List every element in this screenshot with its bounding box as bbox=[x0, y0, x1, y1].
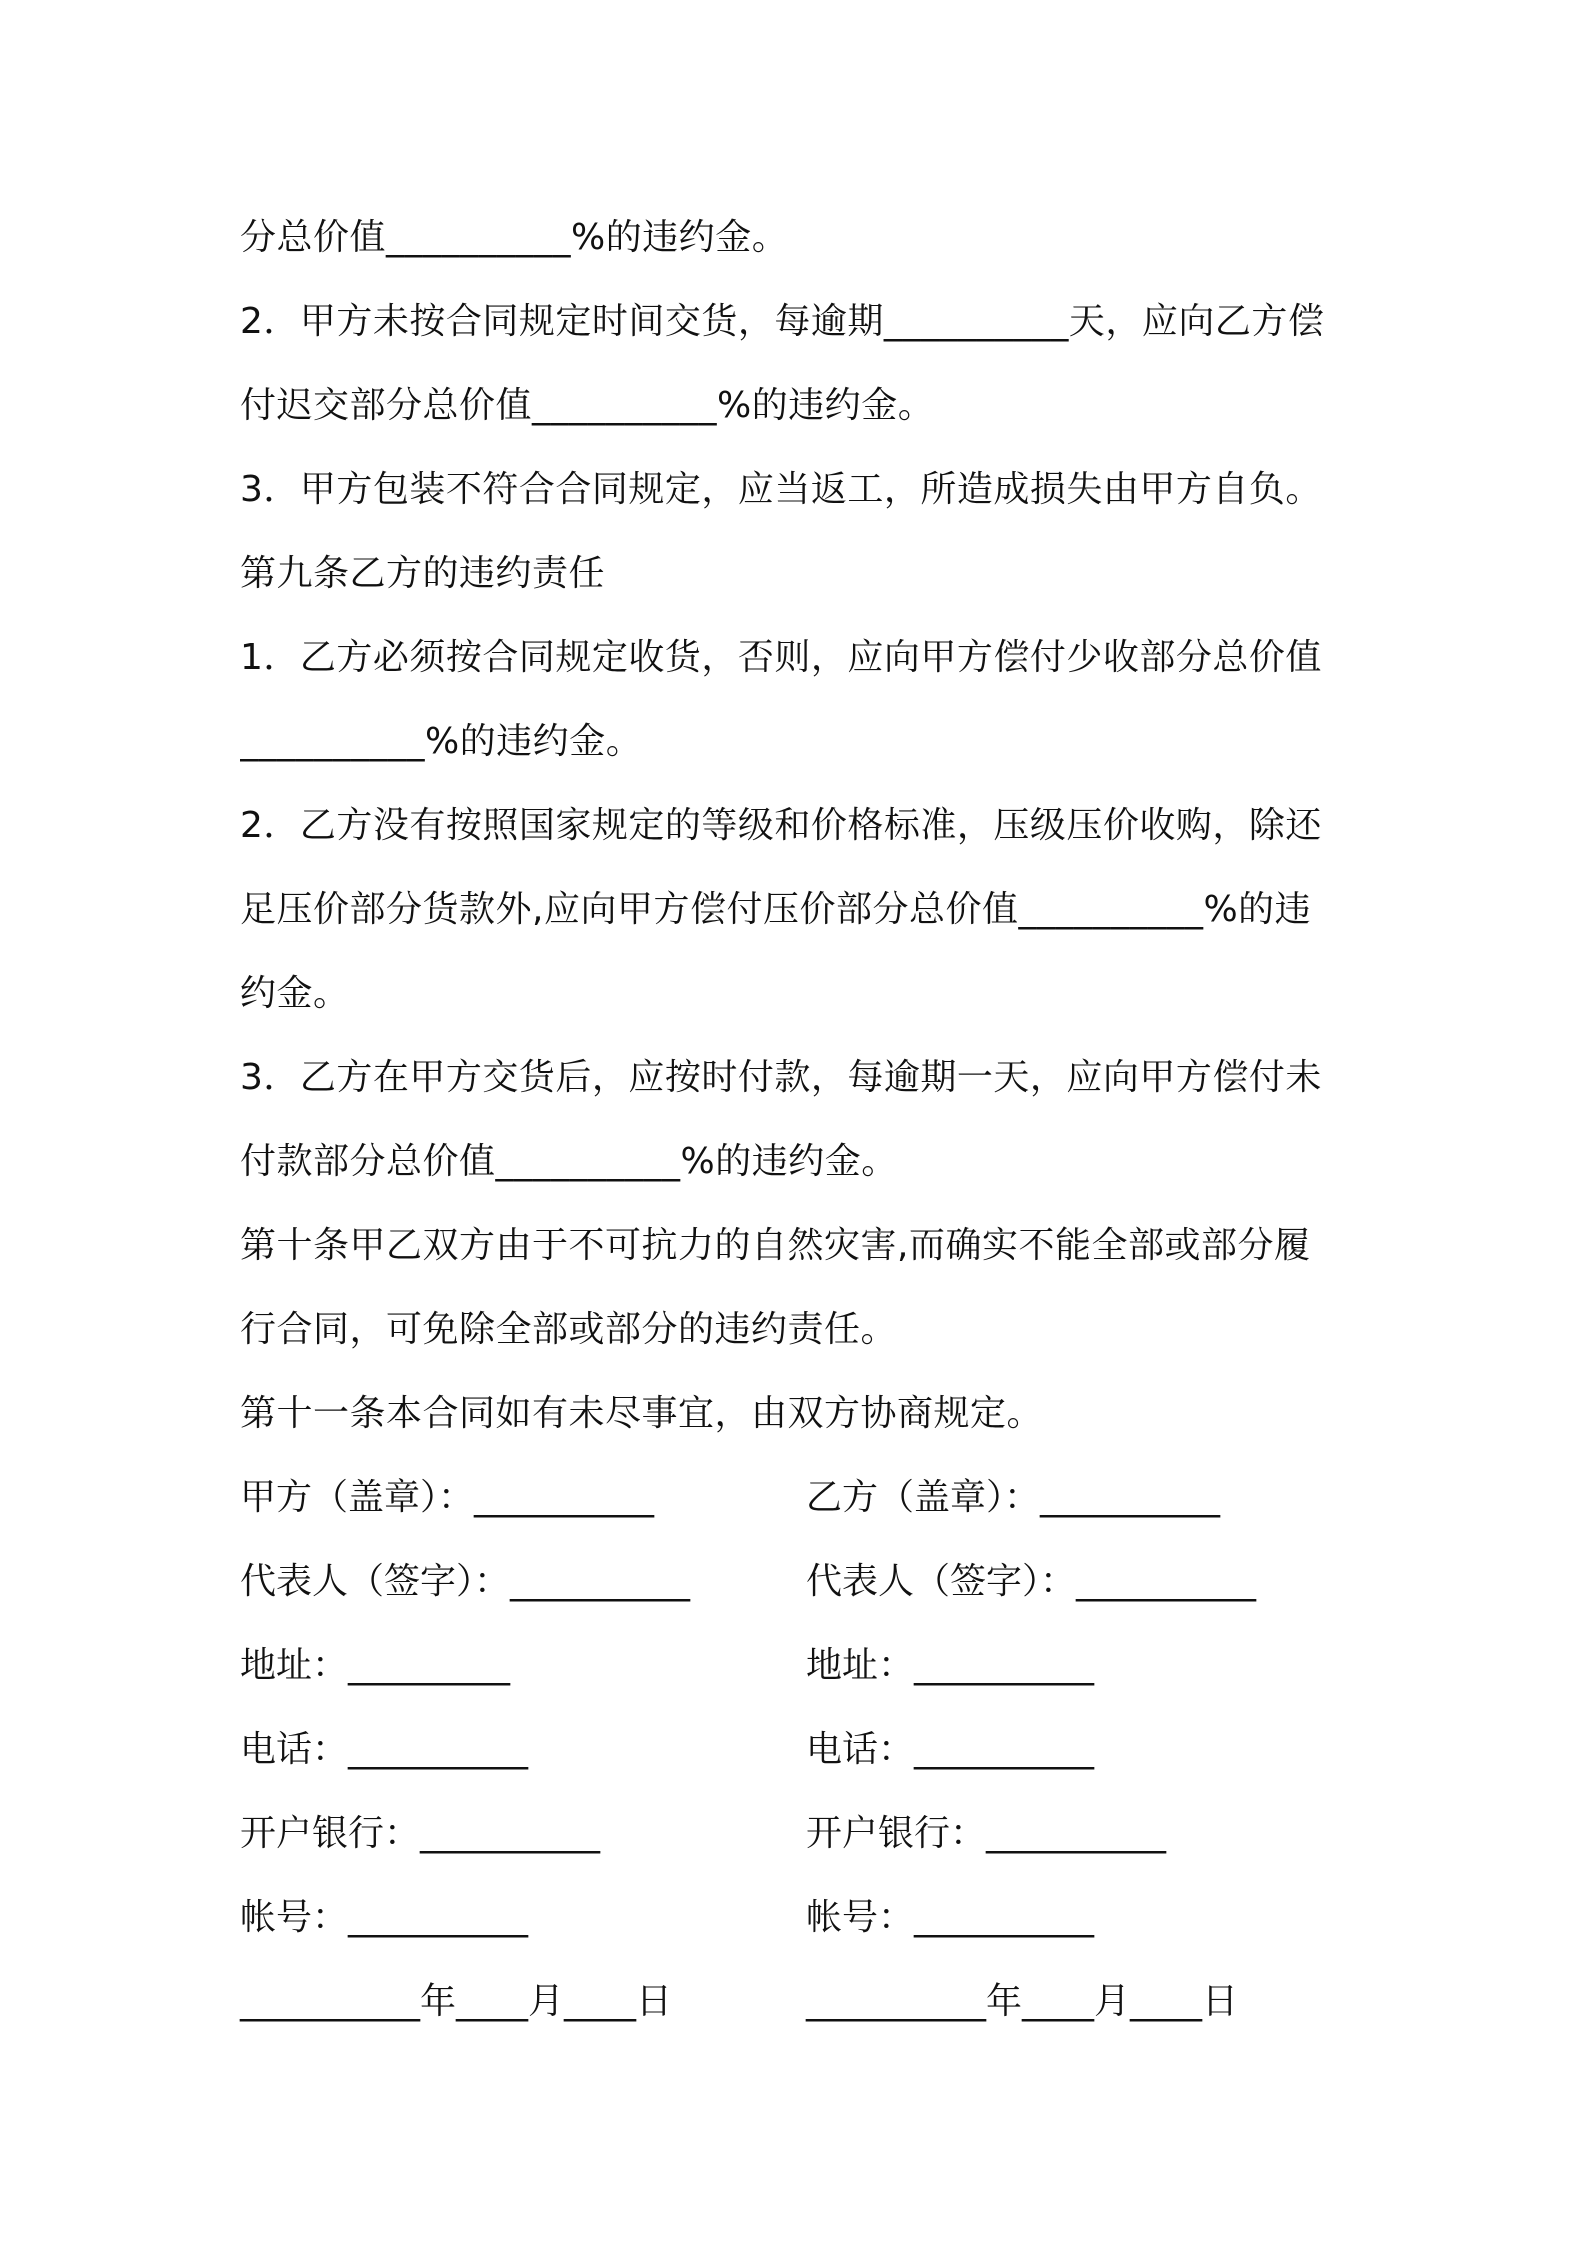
party-a-account: 帐号：__________ bbox=[240, 1897, 529, 1938]
text-line: 1．乙方必须按合同规定收货，否则，应向甲方偿付少收部分总价值 bbox=[240, 637, 1322, 678]
text-line: 付款部分总价值__________%的违约金。 bbox=[240, 1141, 898, 1182]
text-line: 3．甲方包装不符合合同规定，应当返工，所造成损失由甲方自负。 bbox=[240, 469, 1322, 510]
section-heading: 第九条乙方的违约责任 bbox=[240, 553, 606, 594]
text-line: 2．甲方未按合同规定时间交货，每逾期__________天，应向乙方偿 bbox=[240, 301, 1325, 342]
party-a-representative: 代表人（签字）：__________ bbox=[240, 1561, 691, 1602]
signature-row-address bbox=[240, 1624, 1360, 1708]
signature-row-representative bbox=[240, 1540, 1360, 1624]
party-b-phone: 电话：__________ bbox=[806, 1729, 1095, 1770]
party-b-seal: 乙方（盖章）：__________ bbox=[806, 1477, 1221, 1518]
text-line: 约金。 bbox=[240, 973, 350, 1014]
contract-content bbox=[240, 196, 1360, 2044]
text-line: __________%的违约金。 bbox=[240, 721, 643, 762]
party-b-representative: 代表人（签字）：__________ bbox=[806, 1561, 1257, 1602]
party-a-date: __________年____月____日 bbox=[240, 1981, 672, 2022]
text-line: 3．乙方在甲方交货后，应按时付款，每逾期一天，应向甲方偿付未 bbox=[240, 1057, 1322, 1098]
party-b-date: __________年____月____日 bbox=[806, 1981, 1238, 2022]
text-line: 第十条甲乙双方由于不可抗力的自然灾害,而确实不能全部或部分履 bbox=[240, 1225, 1311, 1266]
text-line: 足压价部分货款外,应向甲方偿付压价部分总价值__________%的违 bbox=[240, 889, 1312, 930]
signature-row-phone bbox=[240, 1708, 1360, 1792]
text-line: 付迟交部分总价值__________%的违约金。 bbox=[240, 385, 935, 426]
signature-row-account bbox=[240, 1876, 1360, 1960]
text-line: 行合同，可免除全部或部分的违约责任。 bbox=[240, 1309, 898, 1350]
party-a-phone: 电话：__________ bbox=[240, 1729, 529, 1770]
signature-row-bank bbox=[240, 1792, 1360, 1876]
text-line: 第十一条本合同如有未尽事宜，由双方协商规定。 bbox=[240, 1393, 1044, 1434]
text-line: 2．乙方没有按照国家规定的等级和价格标准，压级压价收购，除还 bbox=[240, 805, 1322, 846]
party-a-address: 地址：_________ bbox=[240, 1645, 511, 1686]
signature-row-seal bbox=[240, 1456, 1360, 1540]
signature-block bbox=[240, 1456, 1360, 2044]
party-b-account: 帐号：__________ bbox=[806, 1897, 1095, 1938]
signature-row-date bbox=[240, 1960, 1360, 2044]
party-b-bank: 开户银行：__________ bbox=[806, 1813, 1167, 1854]
party-a-bank: 开户银行：__________ bbox=[240, 1813, 601, 1854]
party-a-seal: 甲方（盖章）：__________ bbox=[240, 1477, 655, 1518]
text-line: 分总价值__________%的违约金。 bbox=[240, 217, 789, 258]
party-b-address: 地址：__________ bbox=[806, 1645, 1095, 1686]
